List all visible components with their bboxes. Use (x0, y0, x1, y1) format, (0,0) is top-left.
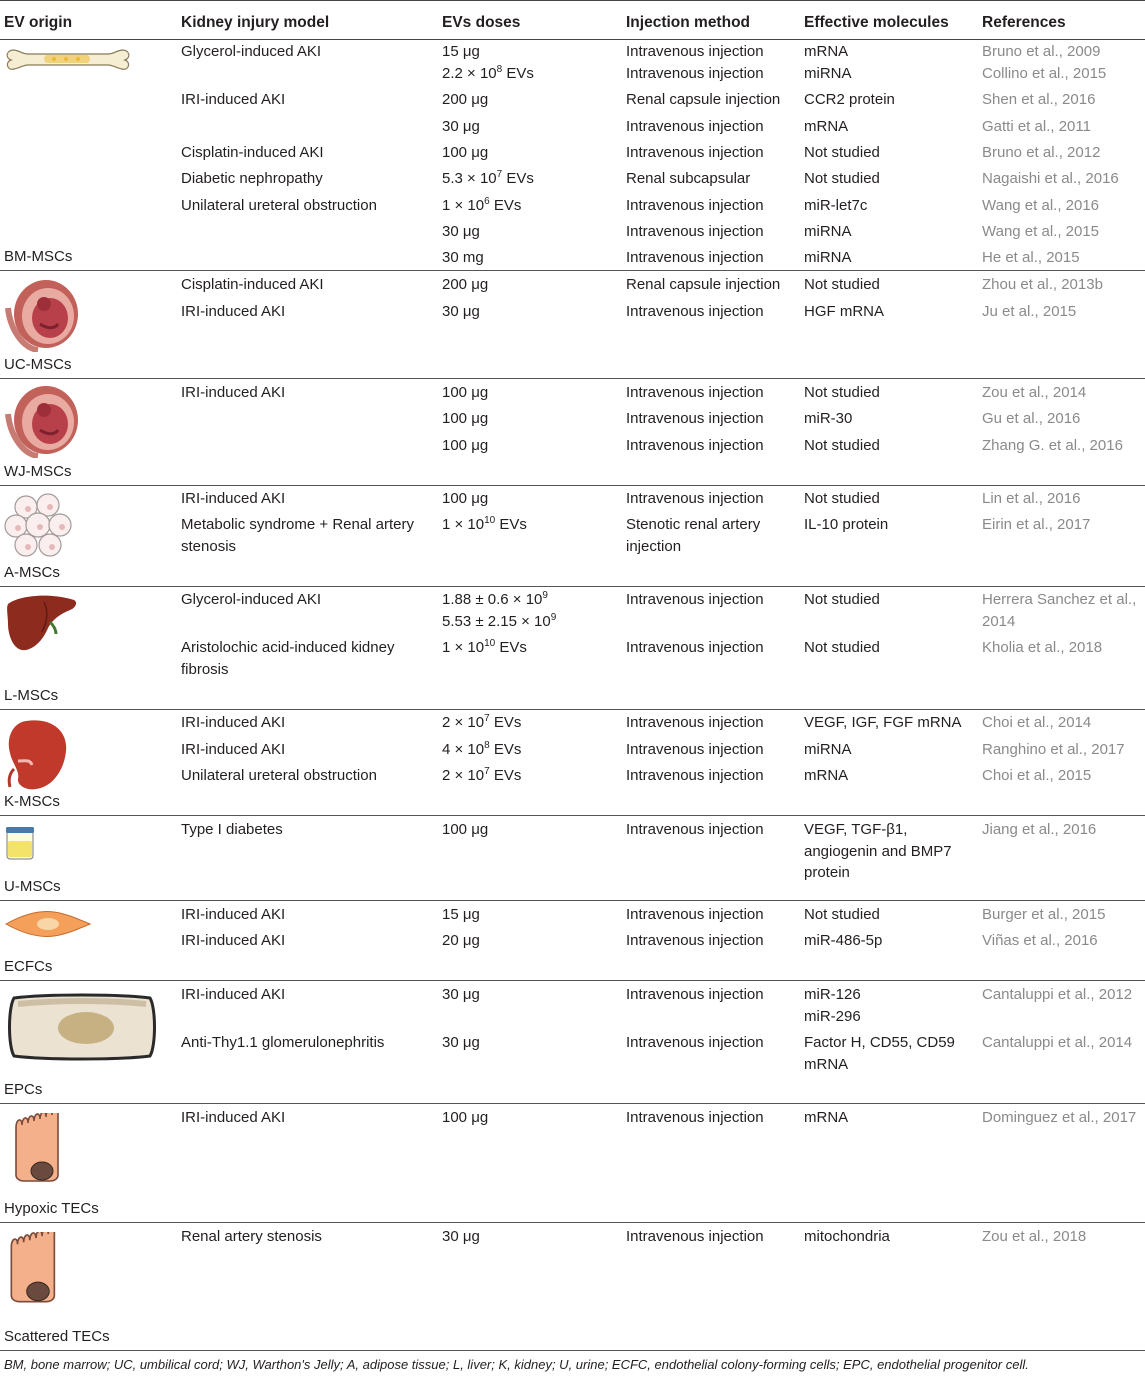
ev-dose-cell: $2 \times 10^7$ EVs (442, 766, 522, 784)
ev-dose-cell: 20 μg (442, 932, 480, 949)
effective-molecules-cell: miR-486-5p (804, 932, 883, 949)
kidney-injury-model-cell: IRI-induced AKI (181, 714, 286, 731)
effective-molecules-cell: VEGF, TGF-β1, angiogenin and BMP7 protein (804, 821, 952, 881)
reference-cell: Gatti et al., 2011 (982, 118, 1091, 135)
effective-molecules-cell: Not studied (804, 384, 880, 401)
ev-dose-cell: 30 μg (442, 1228, 480, 1245)
table-group (0, 900, 1145, 981)
table-group (0, 586, 1145, 710)
effective-molecules-cell: miRNA (804, 249, 852, 266)
ev-dose-cell: $4 \times 10^8$ EVs (442, 740, 522, 758)
injection-method-cell: Renal capsule injection (626, 91, 781, 108)
injection-method-cell: Intravenous injection (626, 1228, 764, 1245)
injection-method-cell: Intravenous injection (626, 384, 764, 401)
injection-method-cell: Intravenous injection (626, 986, 764, 1003)
adipose-tissue-icon (4, 493, 74, 559)
reference-cell: Choi et al., 2015 (982, 767, 1092, 784)
ev-dose-cell: 100 μg (442, 821, 489, 838)
kidney-injury-model-cell: Renal artery stenosis (181, 1228, 322, 1245)
tubular-cell-icon (10, 1113, 76, 1195)
ev-origin-label: L-MSCs (4, 687, 59, 704)
umbilical-cord-icon (4, 278, 80, 352)
injection-method-cell: Intravenous injection (626, 1109, 764, 1126)
injection-method-cell: Intravenous injection (626, 821, 764, 838)
injection-method-cell: Intravenous injection (626, 591, 764, 608)
umbilical-cord-icon (4, 384, 80, 458)
effective-molecules-cell: miR-30 (804, 410, 853, 427)
ev-dose-cell: 100 μg (442, 384, 489, 401)
table-group (0, 38, 1145, 271)
reference-cell: Wang et al., 2015 (982, 223, 1100, 240)
reference-cell: Gu et al., 2016 (982, 410, 1081, 427)
reference-cell: Cantaluppi et al., 2012 (982, 986, 1133, 1003)
kidney-injury-model-cell: Type I diabetes (181, 821, 283, 838)
effective-molecules-cell: miR-126 miR-296 (804, 986, 861, 1025)
table-header (0, 0, 1145, 40)
kidney-injury-model-cell: IRI-induced AKI (181, 384, 286, 401)
effective-molecules-cell: Not studied (804, 144, 880, 161)
reference-cell: Shen et al., 2016 (982, 91, 1096, 108)
effective-molecules-cell: IL-10 protein (804, 516, 889, 533)
ev-dose-cell: 30 μg (442, 223, 480, 240)
urine-cup-icon (4, 825, 36, 861)
kidney-icon (4, 717, 68, 793)
header-kidney-injury-model: Kidney injury model (181, 14, 330, 31)
effective-molecules-cell: Not studied (804, 276, 880, 293)
effective-molecules-cell: Not studied (804, 490, 880, 507)
reference-cell: Kholia et al., 2018 (982, 639, 1103, 656)
reference-cell: Cantaluppi et al., 2014 (982, 1034, 1133, 1051)
injection-method-cell: Intravenous injection (626, 249, 764, 266)
reference-cell: Nagaishi et al., 2016 (982, 170, 1119, 187)
reference-cell: He et al., 2015 (982, 249, 1080, 266)
ev-dose-cell: 100 μg (442, 410, 489, 427)
ev-origin-label: A-MSCs (4, 564, 60, 581)
progenitor-cell-icon (6, 992, 158, 1062)
table-group (0, 485, 1145, 587)
effective-molecules-cell: Not studied (804, 906, 880, 923)
injection-method-cell: Intravenous injection (626, 906, 764, 923)
effective-molecules-cell: mRNA (804, 767, 849, 784)
table-group (0, 709, 1145, 816)
ev-dose-cell: 100 μg (442, 437, 489, 454)
injection-method-cell: Intravenous injection (626, 223, 764, 240)
header-injection-method: Injection method (626, 14, 750, 31)
injection-method-cell: Intravenous injection (626, 43, 764, 60)
reference-cell: Dominguez et al., 2017 (982, 1109, 1137, 1126)
effective-molecules-cell: mRNA (804, 118, 849, 135)
injection-method-cell: Intravenous injection (626, 65, 764, 82)
kidney-injury-model-cell: IRI-induced AKI (181, 986, 286, 1003)
ev-dose-cell: 200 μg (442, 276, 489, 293)
header-references: References (982, 14, 1066, 31)
ev-origin-label: ECFCs (4, 958, 53, 975)
kidney-injury-model-cell: IRI-induced AKI (181, 932, 286, 949)
ev-dose-cell: 15 μg (442, 43, 480, 60)
injection-method-cell: Intravenous injection (626, 303, 764, 320)
injection-method-cell: Intravenous injection (626, 144, 764, 161)
injection-method-cell: Intravenous injection (626, 490, 764, 507)
table-group (0, 378, 1145, 486)
injection-method-cell: Intravenous injection (626, 197, 764, 214)
header-effective-molecules: Effective molecules (804, 14, 949, 31)
reference-cell: Bruno et al., 2009 (982, 43, 1101, 60)
ev-origin-label: Hypoxic TECs (4, 1200, 99, 1217)
ev-origin-label: UC-MSCs (4, 356, 72, 373)
ev-origin-label: BM-MSCs (4, 248, 73, 265)
reference-cell: Eirin et al., 2017 (982, 516, 1091, 533)
injection-method-cell: Intravenous injection (626, 118, 764, 135)
ev-dose-cell: 15 μg (442, 906, 480, 923)
table-group (0, 980, 1145, 1104)
reference-cell: Zhou et al., 2013b (982, 276, 1103, 293)
ev-dose-cell: $2.2 \times 10^8$ EVs (442, 64, 534, 82)
ev-dose-cell: $1 \times 10^{10}$ EVs (442, 515, 527, 533)
kidney-injury-model-cell: IRI-induced AKI (181, 490, 286, 507)
effective-molecules-cell: miRNA (804, 223, 852, 240)
injection-method-cell: Intravenous injection (626, 741, 764, 758)
reference-cell: Jiang et al., 2016 (982, 821, 1097, 838)
kidney-injury-model-cell: Cisplatin-induced AKI (181, 276, 324, 293)
liver-icon (4, 592, 78, 652)
kidney-injury-model-cell: Glycerol-induced AKI (181, 43, 322, 60)
table-group (0, 1222, 1145, 1351)
injection-method-cell: Intravenous injection (626, 410, 764, 427)
ev-origin-label: U-MSCs (4, 878, 61, 895)
effective-molecules-cell: Not studied (804, 639, 880, 656)
effective-molecules-cell: Not studied (804, 170, 880, 187)
ev-dose-cell: 30 μg (442, 118, 480, 135)
reference-cell: Burger et al., 2015 (982, 906, 1106, 923)
header-ev-origin: EV origin (4, 14, 73, 31)
endothelial-cell-icon (4, 908, 92, 940)
bone-marrow-icon (4, 44, 132, 74)
reference-cell: Zou et al., 2018 (982, 1228, 1087, 1245)
table-group (0, 1103, 1145, 1223)
reference-cell: Wang et al., 2016 (982, 197, 1100, 214)
ev-dose-cell: 30 μg (442, 1034, 480, 1051)
kidney-injury-model-cell: IRI-induced AKI (181, 741, 286, 758)
kidney-injury-model-cell: Glycerol-induced AKI (181, 591, 322, 608)
ev-dose-cell: 100 μg (442, 490, 489, 507)
effective-molecules-cell: CCR2 protein (804, 91, 895, 108)
reference-cell: Zou et al., 2014 (982, 384, 1087, 401)
effective-molecules-cell: mRNA (804, 1109, 849, 1126)
ev-dose-cell: 100 μg (442, 144, 489, 161)
kidney-injury-model-cell: Unilateral ureteral obstruction (181, 767, 377, 784)
table-footnote: BM, bone marrow; UC, umbilical cord; WJ, Warthon's Jelly; A, adipose tissue; L, liver; K, kidney; U, urine; ECFC, endothelial colony-forming cells; EPC, endothelial progenitor cell. (4, 1357, 1029, 1372)
ev-dose-cell: 30 μg (442, 303, 480, 320)
kidney-injury-model-cell: Anti-Thy1.1 glomerulonephritis (181, 1034, 385, 1051)
ev-dose-cell: $1 \times 10^6$ EVs (442, 196, 522, 214)
injection-method-cell: Intravenous injection (626, 639, 764, 656)
effective-molecules-cell: Not studied (804, 437, 880, 454)
effective-molecules-cell: Factor H, CD55, CD59 mRNA (804, 1034, 955, 1073)
ev-dose-cell: $2 \times 10^7$ EVs (442, 713, 522, 731)
effective-molecules-cell: Not studied (804, 591, 880, 608)
kidney-injury-model-cell: Diabetic nephropathy (181, 170, 323, 187)
ev-origin-label: EPCs (4, 1081, 43, 1098)
table-group (0, 815, 1145, 901)
kidney-injury-model-cell: Cisplatin-induced AKI (181, 144, 324, 161)
reference-cell: Herrera Sanchez et al., 2014 (982, 591, 1137, 630)
ev-origin-label: K-MSCs (4, 793, 60, 810)
injection-method-cell: Intravenous injection (626, 437, 764, 454)
effective-molecules-cell: VEGF, IGF, FGF mRNA (804, 714, 962, 731)
injection-method-cell: Intravenous injection (626, 767, 764, 784)
ev-dose-cell: 200 μg (442, 91, 489, 108)
effective-molecules-cell: miR-let7c (804, 197, 868, 214)
reference-cell: Viñas et al., 2016 (982, 932, 1098, 949)
injection-method-cell: Intravenous injection (626, 714, 764, 731)
ev-origin-label: Scattered TECs (4, 1328, 110, 1345)
ev-origin-label: WJ-MSCs (4, 463, 72, 480)
injection-method-cell: Intravenous injection (626, 932, 764, 949)
ev-dose-cell: $1.88 \pm 0.6 \times 10^9$ $5.53 \pm 2.15 \times 10^9$ (442, 590, 557, 630)
ev-dose-cell: 100 μg (442, 1109, 489, 1126)
effective-molecules-cell: mRNA (804, 43, 849, 60)
injection-method-cell: Renal capsule injection (626, 276, 781, 293)
ev-dose-cell: $1 \times 10^{10}$ EVs (442, 638, 527, 656)
effective-molecules-cell: miRNA (804, 741, 852, 758)
ev-dose-cell: 30 μg (442, 986, 480, 1003)
kidney-injury-model-cell: Unilateral ureteral obstruction (181, 197, 377, 214)
reference-cell: Ju et al., 2015 (982, 303, 1077, 320)
kidney-injury-model-cell: Aristolochic acid-induced kidney fibrosis (181, 639, 395, 678)
ev-dose-cell: $5.3 \times 10^7$ EVs (442, 169, 534, 187)
effective-molecules-cell: HGF mRNA (804, 303, 884, 320)
effective-molecules-cell: miRNA (804, 65, 852, 82)
reference-cell: Ranghino et al., 2017 (982, 741, 1125, 758)
kidney-injury-model-cell: IRI-induced AKI (181, 906, 286, 923)
table-group (0, 270, 1145, 379)
injection-method-cell: Renal subcapsular (626, 170, 751, 187)
reference-cell: Collino et al., 2015 (982, 65, 1107, 82)
kidney-injury-model-cell: Metabolic syndrome + Renal artery stenosis (181, 516, 415, 555)
reference-cell: Bruno et al., 2012 (982, 144, 1101, 161)
reference-cell: Lin et al., 2016 (982, 490, 1081, 507)
tubular-cell-icon (4, 1232, 74, 1316)
kidney-injury-model-cell: IRI-induced AKI (181, 1109, 286, 1126)
injection-method-cell: Intravenous injection (626, 1034, 764, 1051)
effective-molecules-cell: mitochondria (804, 1228, 890, 1245)
injection-method-cell: Stenotic renal artery injection (626, 516, 761, 555)
header-evs-doses: EVs doses (442, 14, 521, 31)
kidney-injury-model-cell: IRI-induced AKI (181, 303, 286, 320)
reference-cell: Zhang G. et al., 2016 (982, 437, 1123, 454)
kidney-injury-model-cell: IRI-induced AKI (181, 91, 286, 108)
reference-cell: Choi et al., 2014 (982, 714, 1092, 731)
ev-dose-cell: 30 mg (442, 249, 484, 266)
